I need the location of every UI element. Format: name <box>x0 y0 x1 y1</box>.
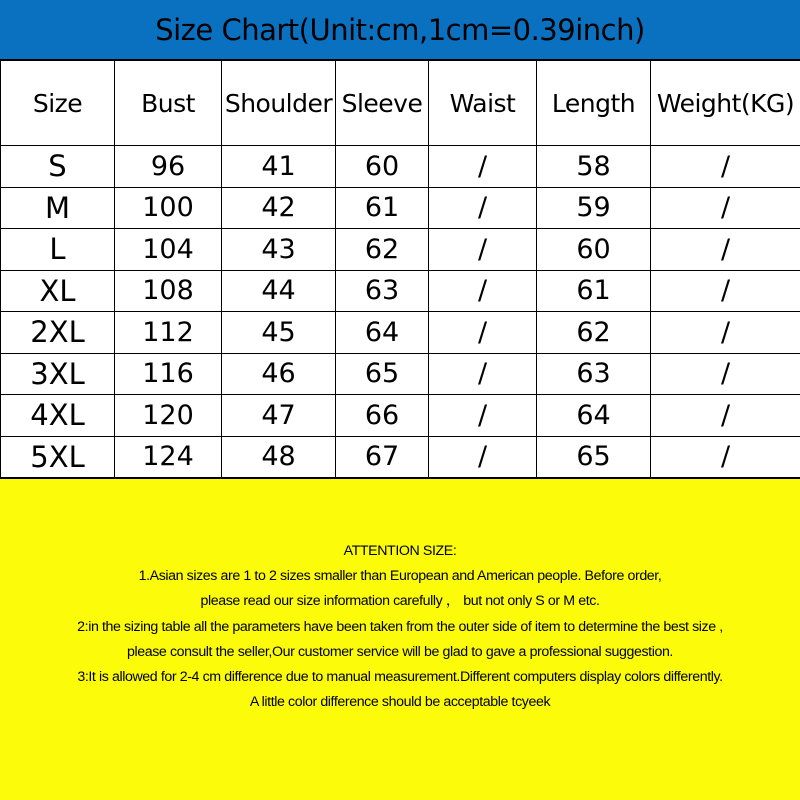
cell-size: XL <box>1 270 115 312</box>
size-table <box>0 60 800 479</box>
cell-bust: 108 <box>115 270 222 312</box>
cell-size: 2XL <box>1 312 115 354</box>
cell-shoulder: 48 <box>222 436 336 478</box>
cell-weight: / <box>651 312 800 354</box>
cell-weight: / <box>651 353 800 395</box>
cell-weight: / <box>651 229 800 271</box>
cell-length: 60 <box>537 229 651 271</box>
cell-length: 64 <box>537 395 651 437</box>
cell-shoulder: 47 <box>222 395 336 437</box>
cell-waist: / <box>429 436 537 478</box>
cell-bust: 116 <box>115 353 222 395</box>
notice-line: 2:in the sizing table all the parameters have been taken from the outer side of item to determine the best size , <box>77 618 723 635</box>
table-row <box>1 353 800 395</box>
notice-heading: ATTENTION SIZE: <box>343 543 457 559</box>
cell-length: 59 <box>537 187 651 229</box>
cell-shoulder: 45 <box>222 312 336 354</box>
cell-bust: 112 <box>115 312 222 354</box>
cell-shoulder: 46 <box>222 353 336 395</box>
cell-size: 4XL <box>1 395 115 437</box>
cell-waist: / <box>429 312 537 354</box>
cell-sleeve: 60 <box>336 146 429 188</box>
cell-size: S <box>1 146 115 188</box>
cell-weight: / <box>651 187 800 229</box>
table-body <box>1 146 800 479</box>
cell-sleeve: 64 <box>336 312 429 354</box>
cell-shoulder: 43 <box>222 229 336 271</box>
table-row <box>1 229 800 271</box>
cell-waist: / <box>429 146 537 188</box>
cell-length: 65 <box>537 436 651 478</box>
cell-bust: 124 <box>115 436 222 478</box>
header-size: Size <box>1 61 115 146</box>
table-header-row <box>1 61 800 146</box>
cell-size: 3XL <box>1 353 115 395</box>
cell-waist: / <box>429 187 537 229</box>
notice-line: please consult the seller,Our customer service will be glad to gave a professional suggestion. <box>127 643 673 660</box>
header-weight: Weight(KG) <box>651 61 800 146</box>
cell-size: L <box>1 229 115 271</box>
attention-notice <box>0 479 800 800</box>
table-row <box>1 146 800 188</box>
cell-weight: / <box>651 270 800 312</box>
cell-shoulder: 42 <box>222 187 336 229</box>
header-shoulder: Shoulder <box>222 61 336 146</box>
cell-waist: / <box>429 395 537 437</box>
cell-sleeve: 65 <box>336 353 429 395</box>
cell-bust: 120 <box>115 395 222 437</box>
cell-shoulder: 41 <box>222 146 336 188</box>
notice-line: A little color difference should be acceptable tcyeek <box>249 694 551 711</box>
cell-sleeve: 67 <box>336 436 429 478</box>
cell-length: 58 <box>537 146 651 188</box>
cell-bust: 96 <box>115 146 222 188</box>
cell-sleeve: 63 <box>336 270 429 312</box>
cell-weight: / <box>651 395 800 437</box>
notice-line: 1.Asian sizes are 1 to 2 sizes smaller than European and American people. Before order, <box>138 568 662 585</box>
cell-sleeve: 62 <box>336 229 429 271</box>
cell-weight: / <box>651 436 800 478</box>
header-waist: Waist <box>429 61 537 146</box>
cell-sleeve: 61 <box>336 187 429 229</box>
header-sleeve: Sleeve <box>336 61 429 146</box>
table-row <box>1 312 800 354</box>
table-row <box>1 395 800 437</box>
cell-bust: 100 <box>115 187 222 229</box>
cell-waist: / <box>429 270 537 312</box>
cell-length: 62 <box>537 312 651 354</box>
notice-line: please read our size information carefully ， but not only S or M etc. <box>200 593 600 610</box>
cell-waist: / <box>429 353 537 395</box>
table-row <box>1 270 800 312</box>
cell-bust: 104 <box>115 229 222 271</box>
cell-length: 61 <box>537 270 651 312</box>
notice-line: 3:It is allowed for 2-4 cm difference due to manual measurement.Different computers display colors differently. <box>77 669 723 686</box>
cell-shoulder: 44 <box>222 270 336 312</box>
cell-sleeve: 66 <box>336 395 429 437</box>
header-bust: Bust <box>115 61 222 146</box>
cell-length: 63 <box>537 353 651 395</box>
size-chart-title: Size Chart(Unit:cm,1cm=0.39inch) <box>0 0 800 60</box>
table-row <box>1 187 800 229</box>
header-length: Length <box>537 61 651 146</box>
cell-waist: / <box>429 229 537 271</box>
cell-weight: / <box>651 146 800 188</box>
cell-size: M <box>1 187 115 229</box>
cell-size: 5XL <box>1 436 115 478</box>
table-row <box>1 436 800 478</box>
